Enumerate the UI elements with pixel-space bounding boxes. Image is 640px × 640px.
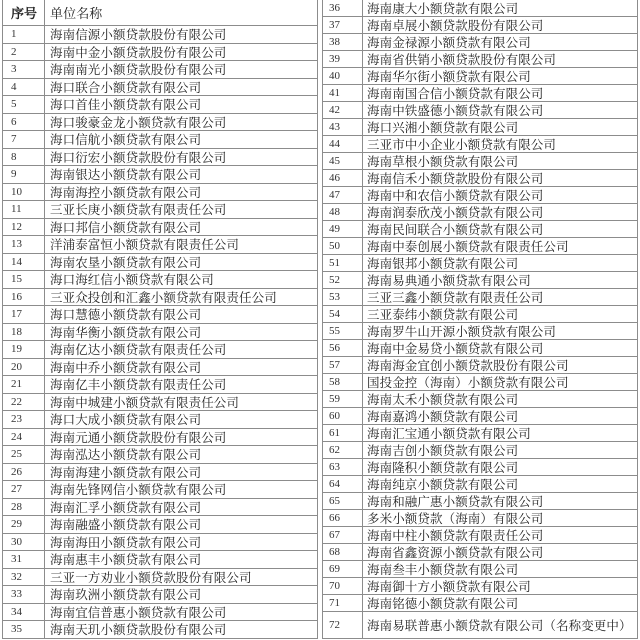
table-row bbox=[3, 429, 318, 447]
table-row bbox=[3, 79, 318, 97]
company-name: 海南泓达小额贷款有限公司 bbox=[45, 446, 318, 463]
table-row bbox=[323, 153, 638, 170]
company-name: 海南草根小额贷款有限公司 bbox=[363, 153, 638, 169]
table-row bbox=[3, 271, 318, 289]
row-number: 7 bbox=[3, 131, 45, 148]
row-number: 35 bbox=[3, 621, 45, 638]
company-name: 海南中乔小额贷款有限公司 bbox=[45, 359, 318, 376]
row-number: 49 bbox=[323, 221, 363, 237]
table-row bbox=[3, 551, 318, 569]
row-number: 42 bbox=[323, 102, 363, 118]
company-name: 国投金控（海南）小额贷款有限公司 bbox=[363, 374, 638, 390]
row-number: 11 bbox=[3, 201, 45, 218]
table-row bbox=[323, 170, 638, 187]
row-number: 9 bbox=[3, 166, 45, 183]
company-name: 海南融盛小额贷款有限公司 bbox=[45, 516, 318, 533]
row-number: 36 bbox=[323, 0, 363, 16]
row-number: 4 bbox=[3, 79, 45, 96]
company-name: 海口大成小额贷款有限公司 bbox=[45, 411, 318, 428]
row-number: 72 bbox=[323, 612, 363, 638]
company-name: 海南易联普惠小额贷款有限公司（名称变更中） bbox=[363, 612, 638, 638]
column-header-seq: 序号 bbox=[3, 0, 45, 25]
row-number: 44 bbox=[323, 136, 363, 152]
row-number: 37 bbox=[323, 17, 363, 33]
row-number: 31 bbox=[3, 551, 45, 568]
company-name: 海南隆积小额贷款有限公司 bbox=[363, 459, 638, 475]
table-row bbox=[323, 527, 638, 544]
row-number: 22 bbox=[3, 394, 45, 411]
table-row bbox=[323, 561, 638, 578]
table-row bbox=[323, 306, 638, 323]
company-name: 海南和融广惠小额贷款有限公司 bbox=[363, 493, 638, 509]
table-row bbox=[323, 289, 638, 306]
table-row bbox=[323, 68, 638, 85]
company-name: 海南中泰创展小额贷款有限责任公司 bbox=[363, 238, 638, 254]
company-name: 海南信禾小额贷款股份有限公司 bbox=[363, 170, 638, 186]
column-header-name: 单位名称 bbox=[45, 0, 318, 25]
table-row bbox=[323, 612, 638, 639]
table-row bbox=[3, 604, 318, 622]
company-name: 海南太禾小额贷款有限公司 bbox=[363, 391, 638, 407]
row-number: 16 bbox=[3, 289, 45, 306]
table-row bbox=[3, 236, 318, 254]
row-number: 40 bbox=[323, 68, 363, 84]
row-number: 27 bbox=[3, 481, 45, 498]
row-number: 24 bbox=[3, 429, 45, 446]
company-name: 海南宜信普惠小额贷款有限公司 bbox=[45, 604, 318, 621]
table-row bbox=[3, 114, 318, 132]
table-row bbox=[323, 425, 638, 442]
row-number: 48 bbox=[323, 204, 363, 220]
row-number: 54 bbox=[323, 306, 363, 322]
table-row bbox=[323, 204, 638, 221]
company-name: 海南纯京小额贷款有限公司 bbox=[363, 476, 638, 492]
company-name: 海南惠丰小额贷款有限公司 bbox=[45, 551, 318, 568]
company-name: 海口信航小额贷款有限公司 bbox=[45, 131, 318, 148]
company-name: 海口首佳小额贷款有限公司 bbox=[45, 96, 318, 113]
table-row bbox=[3, 569, 318, 587]
table-row bbox=[3, 359, 318, 377]
company-name: 海南华衡小额贷款有限公司 bbox=[45, 324, 318, 341]
row-number: 61 bbox=[323, 425, 363, 441]
company-table-left bbox=[2, 0, 318, 639]
table-row bbox=[323, 510, 638, 527]
company-name: 海南中城建小额贷款有限责任公司 bbox=[45, 394, 318, 411]
company-name: 海南农垦小额贷款有限公司 bbox=[45, 254, 318, 271]
row-number: 25 bbox=[3, 446, 45, 463]
table-row bbox=[323, 459, 638, 476]
row-number: 64 bbox=[323, 476, 363, 492]
table-row bbox=[3, 184, 318, 202]
company-name: 海南天玑小额贷款股份有限公司 bbox=[45, 621, 318, 638]
table-row bbox=[3, 131, 318, 149]
row-number: 26 bbox=[3, 464, 45, 481]
table-row bbox=[3, 26, 318, 44]
row-number: 28 bbox=[3, 499, 45, 516]
table-row bbox=[323, 51, 638, 68]
company-name: 海南南光小额贷款股份有限公司 bbox=[45, 61, 318, 78]
company-name: 海南海金宜创小额贷款股份有限公司 bbox=[363, 357, 638, 373]
table-row bbox=[3, 341, 318, 359]
row-number: 50 bbox=[323, 238, 363, 254]
row-number: 3 bbox=[3, 61, 45, 78]
row-number: 69 bbox=[323, 561, 363, 577]
table-row bbox=[323, 0, 638, 17]
row-number: 60 bbox=[323, 408, 363, 424]
company-name: 海南省供销小额贷款股份有限公司 bbox=[363, 51, 638, 67]
row-number: 53 bbox=[323, 289, 363, 305]
table-header-row bbox=[3, 0, 318, 26]
company-name: 多米小额贷款（海南）有限公司 bbox=[363, 510, 638, 526]
company-name: 海口海红信小额贷款有限公司 bbox=[45, 271, 318, 288]
company-name: 海南元通小额贷款股份有限公司 bbox=[45, 429, 318, 446]
company-name: 海南汇宝通小额贷款有限公司 bbox=[363, 425, 638, 441]
table-row bbox=[3, 621, 318, 639]
table-row bbox=[323, 442, 638, 459]
row-number: 5 bbox=[3, 96, 45, 113]
company-name: 海口衍宏小额贷款股份有限公司 bbox=[45, 149, 318, 166]
row-number: 8 bbox=[3, 149, 45, 166]
company-name: 三亚市中小企业小额贷款有限公司 bbox=[363, 136, 638, 152]
company-name: 海南亿丰小额贷款有限责任公司 bbox=[45, 376, 318, 393]
table-row bbox=[3, 61, 318, 79]
company-name: 三亚泰纬小额贷款有限公司 bbox=[363, 306, 638, 322]
company-name: 海南中和农信小额贷款有限公司 bbox=[363, 187, 638, 203]
table-row bbox=[3, 166, 318, 184]
row-number: 43 bbox=[323, 119, 363, 135]
table-row bbox=[3, 394, 318, 412]
company-name: 海南康大小额贷款有限公司 bbox=[363, 0, 638, 16]
row-number: 66 bbox=[323, 510, 363, 526]
row-number: 30 bbox=[3, 534, 45, 551]
row-number: 57 bbox=[323, 357, 363, 373]
table-row bbox=[323, 187, 638, 204]
table-row bbox=[323, 544, 638, 561]
row-number: 1 bbox=[3, 26, 45, 43]
company-name: 三亚一方劝业小额贷款股份有限公司 bbox=[45, 569, 318, 586]
company-name: 三亚三鑫小额贷款有限责任公司 bbox=[363, 289, 638, 305]
row-number: 6 bbox=[3, 114, 45, 131]
company-name: 海南中柱小额贷款有限责任公司 bbox=[363, 527, 638, 543]
table-row bbox=[3, 586, 318, 604]
table-row bbox=[323, 323, 638, 340]
table-row bbox=[323, 136, 638, 153]
company-name: 海南海建小额贷款有限公司 bbox=[45, 464, 318, 481]
row-number: 32 bbox=[3, 569, 45, 586]
company-name: 海南中金小额贷款股份有限公司 bbox=[45, 44, 318, 61]
table-row bbox=[323, 391, 638, 408]
row-number: 70 bbox=[323, 578, 363, 594]
company-name: 海南嘉鸿小额贷款有限公司 bbox=[363, 408, 638, 424]
table-row bbox=[3, 254, 318, 272]
row-number: 2 bbox=[3, 44, 45, 61]
table-row bbox=[3, 499, 318, 517]
row-number: 67 bbox=[323, 527, 363, 543]
company-name: 海口兴湘小额贷款有限公司 bbox=[363, 119, 638, 135]
table-row bbox=[323, 255, 638, 272]
company-name: 海南铭德小额贷款有限公司 bbox=[363, 595, 638, 611]
company-name: 海南银邦小额贷款有限公司 bbox=[363, 255, 638, 271]
company-name: 海口联合小额贷款有限公司 bbox=[45, 79, 318, 96]
table-row bbox=[323, 408, 638, 425]
table-row bbox=[3, 376, 318, 394]
row-number: 14 bbox=[3, 254, 45, 271]
row-number: 21 bbox=[3, 376, 45, 393]
row-number: 63 bbox=[323, 459, 363, 475]
table-row bbox=[3, 534, 318, 552]
row-number: 52 bbox=[323, 272, 363, 288]
company-name: 海南汇孚小额贷款有限公司 bbox=[45, 499, 318, 516]
table-row bbox=[3, 464, 318, 482]
row-number: 13 bbox=[3, 236, 45, 253]
company-name: 海南中铁盛德小额贷款有限公司 bbox=[363, 102, 638, 118]
table-row bbox=[3, 306, 318, 324]
row-number: 29 bbox=[3, 516, 45, 533]
row-number: 17 bbox=[3, 306, 45, 323]
company-name: 洋浦泰富恒小额贷款有限责任公司 bbox=[45, 236, 318, 253]
row-number: 51 bbox=[323, 255, 363, 271]
company-name: 海南卓展小额贷款股份有限公司 bbox=[363, 17, 638, 33]
row-number: 12 bbox=[3, 219, 45, 236]
table-row bbox=[3, 149, 318, 167]
table-row bbox=[3, 219, 318, 237]
row-number: 10 bbox=[3, 184, 45, 201]
company-name: 海南华尔街小额贷款有限公司 bbox=[363, 68, 638, 84]
table-row bbox=[3, 481, 318, 499]
row-number: 38 bbox=[323, 34, 363, 50]
company-name: 海口慧德小额贷款有限公司 bbox=[45, 306, 318, 323]
table-row bbox=[3, 516, 318, 534]
company-table-right bbox=[322, 0, 638, 639]
company-name: 海南易典通小额贷款有限公司 bbox=[363, 272, 638, 288]
table-row bbox=[323, 578, 638, 595]
table-row bbox=[323, 272, 638, 289]
row-number: 47 bbox=[323, 187, 363, 203]
table-row bbox=[3, 96, 318, 114]
company-name: 三亚长庚小额贷款有限责任公司 bbox=[45, 201, 318, 218]
company-name: 海南中金易贷小额贷款有限公司 bbox=[363, 340, 638, 356]
company-name: 海南省鑫资源小额贷款有限公司 bbox=[363, 544, 638, 560]
table-row bbox=[3, 324, 318, 342]
company-name: 海口邦信小额贷款有限公司 bbox=[45, 219, 318, 236]
row-number: 68 bbox=[323, 544, 363, 560]
company-name: 海南叁丰小额贷款有限公司 bbox=[363, 561, 638, 577]
company-name: 海南海控小额贷款有限公司 bbox=[45, 184, 318, 201]
row-number: 46 bbox=[323, 170, 363, 186]
company-name: 海南先锋网信小额贷款有限公司 bbox=[45, 481, 318, 498]
row-number: 20 bbox=[3, 359, 45, 376]
company-name: 海南御十方小额贷款有限公司 bbox=[363, 578, 638, 594]
row-number: 18 bbox=[3, 324, 45, 341]
company-name: 海南民间联合小额贷款有限公司 bbox=[363, 221, 638, 237]
row-number: 45 bbox=[323, 153, 363, 169]
table-row bbox=[323, 221, 638, 238]
table-row bbox=[323, 102, 638, 119]
row-number: 39 bbox=[323, 51, 363, 67]
table-row bbox=[3, 289, 318, 307]
table-row bbox=[323, 595, 638, 612]
row-number: 58 bbox=[323, 374, 363, 390]
row-number: 19 bbox=[3, 341, 45, 358]
company-name: 海南金禄源小额贷款有限公司 bbox=[363, 34, 638, 50]
table-row bbox=[323, 238, 638, 255]
row-number: 33 bbox=[3, 586, 45, 603]
row-number: 55 bbox=[323, 323, 363, 339]
table-row bbox=[3, 446, 318, 464]
table-row bbox=[323, 340, 638, 357]
table-row bbox=[3, 411, 318, 429]
table-row bbox=[323, 493, 638, 510]
table-row bbox=[323, 357, 638, 374]
company-name: 海南吉创小额贷款有限公司 bbox=[363, 442, 638, 458]
row-number: 23 bbox=[3, 411, 45, 428]
row-number: 65 bbox=[323, 493, 363, 509]
row-number: 62 bbox=[323, 442, 363, 458]
company-name: 三亚众投创和汇鑫小额贷款有限责任公司 bbox=[45, 289, 318, 306]
table-row bbox=[323, 119, 638, 136]
company-name: 海南信源小额贷款股份有限公司 bbox=[45, 26, 318, 43]
row-number: 56 bbox=[323, 340, 363, 356]
table-row bbox=[323, 85, 638, 102]
company-name: 海南润泰欣茂小额贷款有限公司 bbox=[363, 204, 638, 220]
table-row bbox=[323, 476, 638, 493]
company-name: 海南罗牛山开源小额贷款有限公司 bbox=[363, 323, 638, 339]
row-number: 59 bbox=[323, 391, 363, 407]
table-row bbox=[323, 374, 638, 391]
company-name: 海南银达小额贷款有限公司 bbox=[45, 166, 318, 183]
company-name: 海口骏豪金龙小额贷款有限公司 bbox=[45, 114, 318, 131]
row-number: 34 bbox=[3, 604, 45, 621]
table-row bbox=[3, 201, 318, 219]
row-number: 15 bbox=[3, 271, 45, 288]
table-row bbox=[323, 17, 638, 34]
row-number: 71 bbox=[323, 595, 363, 611]
row-number: 41 bbox=[323, 85, 363, 101]
company-name: 海南海田小额贷款有限公司 bbox=[45, 534, 318, 551]
company-name: 海南南国合信小额贷款有限公司 bbox=[363, 85, 638, 101]
company-name: 海南亿达小额贷款有限责任公司 bbox=[45, 341, 318, 358]
company-name: 海南玖洲小额贷款有限公司 bbox=[45, 586, 318, 603]
table-row bbox=[323, 34, 638, 51]
table-row bbox=[3, 44, 318, 62]
